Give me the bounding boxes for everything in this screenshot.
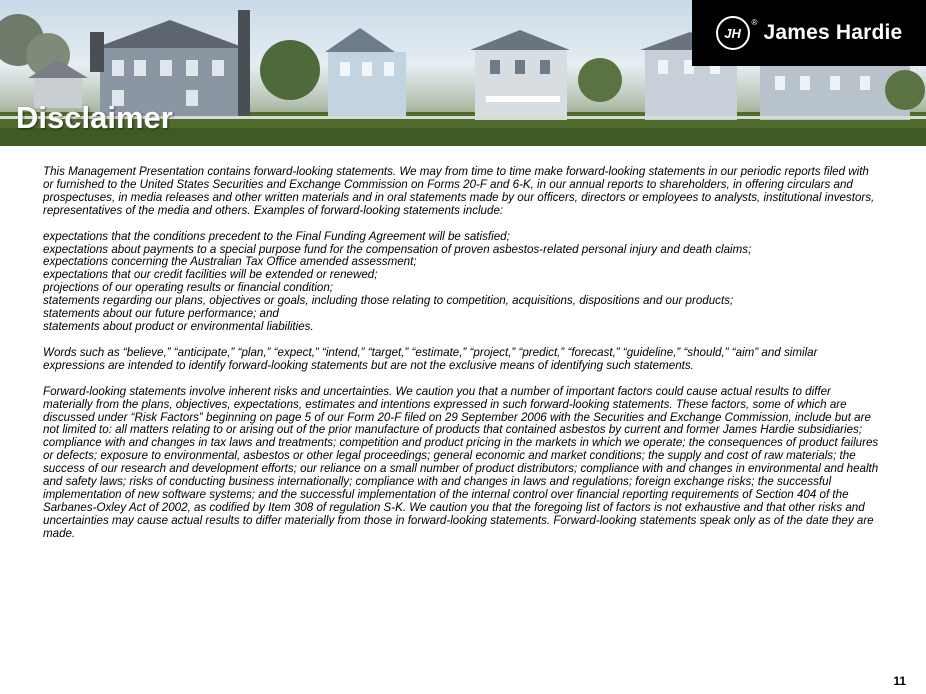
words-paragraph: Words such as “believe,” “anticipate,” “plan,” “expect,” “intend,” “target,” “estimate,” “project,” “predict,” “forecast,” “guideline,” “should,” “aim” and similar expressions are intended to identify forward-looking statements but are not the exclusive means of identifying such statements.: [43, 345, 818, 372]
risk-paragraph: Forward-looking statements involve inherent risks and uncertainties. We caution you that a number of important factors could cause actual results to differ materially from the plans, objectives, expectations, estimates and intentions expressed in such forward-looking statements. These factors, some of which are discussed under “Risk Factors” beginning on page 5 of our Form 20-F filed on 29 September 2006 with the Securities and Exchange Commission, include but are not limited to: all matters relating to or arising out of the prior manufacture of products that contained asbestos by current and former James Hardie subsidiaries; compliance with and changes in tax laws and treatments; competition and product pricing in the markets in which we operate; the consequences of product failures or defects; exposure to environmental, asbestos or other legal proceedings; general economic and market conditions; the supply and cost of raw materials; the success of our research and development efforts; our reliance on a small number of product distributors; compliance with and changes in environmental and health and safety laws; risks of conducting business internationally; compliance with and changes in laws and regulations; foreign exchange risks; the successful implementation of new software systems; and the successful implementation of the internal control over financial reporting requirements of Section 404 of the Sarbanes-Oxley Act of 2002, as codified by Item 308 of regulation S-K. We caution you that the foregoing list of factors is not exhaustive and that other risks and uncertainties may cause actual results to differ materially from those in forward-looking statements. Forward-looking statements speak only as of the date they are made.: [43, 384, 879, 540]
intro-paragraph: This Management Presentation contains forward-looking statements. We may from time to time make forward-looking statements in our periodic reports filed with or furnished to the United States Securities and Exchange Commission on Forms 20-F and 6-K, in our annual reports to shareholders, in offering circulars and prospectuses, in media releases and other written materials and in oral statements made by our officers, directors or employees to analysts, institutional investors, representatives of the media and others. Examples of forward-looking statements include:: [43, 165, 875, 217]
list-item: expectations concerning the Australian Tax Office amended assessment;: [43, 255, 417, 269]
page-title: Disclaimer: [16, 100, 173, 135]
list-item: projections of our operating results or financial condition;: [43, 281, 334, 295]
page-number: 11: [893, 674, 906, 688]
brand-logo: [692, 0, 926, 66]
header-banner: [0, 0, 926, 146]
brand-name: James Hardie: [763, 21, 903, 44]
list-item: expectations that our credit facilities will be extended or renewed;: [43, 268, 378, 282]
list-item: statements about our future performance; and: [43, 307, 279, 321]
list-item: expectations that the conditions precedent to the Final Funding Agreement will be satisfied;: [43, 229, 510, 243]
list-item: statements regarding our plans, objectives or goals, including those relating to competition, acquisitions, dispositions and our products;: [43, 294, 734, 308]
disclaimer-body: [43, 166, 879, 554]
forward-looking-list: [43, 231, 879, 334]
registered-mark: ®: [751, 17, 758, 27]
list-item: expectations about payments to a special purpose fund for the compensation of proven asbestos-related personal injury and death claims;: [43, 242, 752, 256]
list-item: statements about product or environmental liabilities.: [43, 319, 314, 333]
jh-logo-icon: JH: [716, 16, 750, 50]
